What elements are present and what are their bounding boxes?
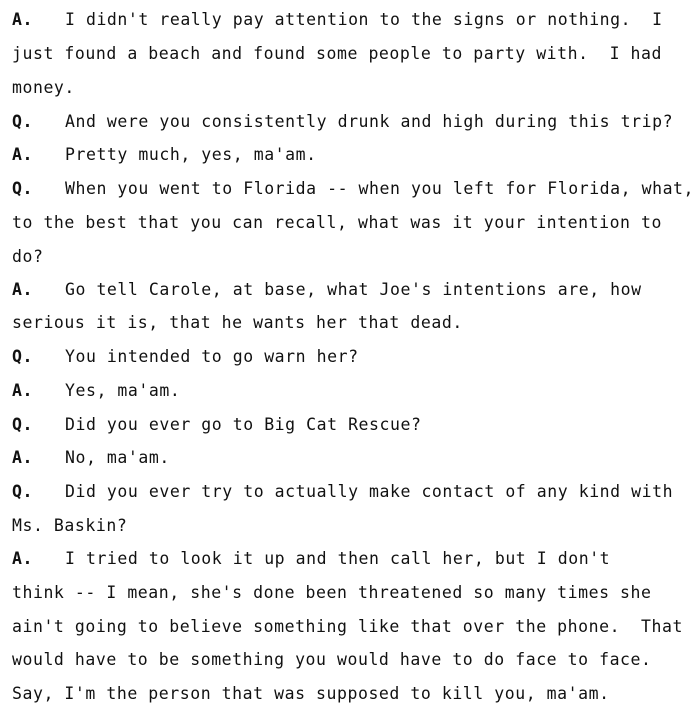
line-text: No, ma'am. <box>65 448 170 467</box>
transcript-line <box>12 410 421 440</box>
transcript-line: ain't going to believe something like that over the phone. That <box>12 617 683 636</box>
speaker-label: Q. <box>12 482 33 501</box>
transcript-line <box>12 174 694 204</box>
line-text: And were you consistently drunk and high during this trip? <box>65 112 674 131</box>
line-text: Go tell Carole, at base, what Joe's intentions are, how <box>65 280 642 299</box>
line-text: I tried to look it up and then call her, but I don't <box>65 549 611 568</box>
speaker-label: Q. <box>12 112 33 131</box>
transcript-line: to the best that you can recall, what was it your intention to <box>12 213 662 232</box>
speaker-label: A. <box>12 280 33 299</box>
transcript-line: serious it is, that he wants her that dead. <box>12 313 463 332</box>
speaker-label: A. <box>12 381 33 400</box>
transcript-line: money. <box>12 78 75 97</box>
speaker-label: Q. <box>12 179 33 198</box>
speaker-label: A. <box>12 10 33 29</box>
line-text: You intended to go warn her? <box>65 347 359 366</box>
speaker-label: A. <box>12 145 33 164</box>
line-text: Did you ever go to Big Cat Rescue? <box>65 415 422 434</box>
transcript-line <box>12 544 610 574</box>
transcript-line: just found a beach and found some people to party with. I had <box>12 44 662 63</box>
speaker-label: Q. <box>12 347 33 366</box>
transcript-line <box>12 477 673 507</box>
line-text: I didn't really pay attention to the signs or nothing. I <box>65 10 663 29</box>
transcript-line <box>12 342 359 372</box>
line-text: When you went to Florida -- when you left for Florida, what, <box>65 179 695 198</box>
speaker-label: Q. <box>12 415 33 434</box>
line-text: Yes, ma'am. <box>65 381 181 400</box>
speaker-label: A. <box>12 448 33 467</box>
transcript-line: would have to be something you would have to do face to face. <box>12 650 652 669</box>
transcript-line <box>12 275 642 305</box>
line-text: Did you ever try to actually make contact of any kind with <box>65 482 674 501</box>
transcript-line <box>12 376 180 406</box>
transcript-line: think -- I mean, she's done been threatened so many times she <box>12 583 652 602</box>
transcript-line <box>12 5 663 35</box>
transcript-line <box>12 443 170 473</box>
transcript-line <box>12 140 317 170</box>
transcript-line: Say, I'm the person that was supposed to kill you, ma'am. <box>12 684 610 703</box>
transcript-line: do? <box>12 247 44 266</box>
line-text: Pretty much, yes, ma'am. <box>65 145 317 164</box>
transcript-line <box>12 107 673 137</box>
transcript-line: Ms. Baskin? <box>12 516 128 535</box>
speaker-label: A. <box>12 549 33 568</box>
